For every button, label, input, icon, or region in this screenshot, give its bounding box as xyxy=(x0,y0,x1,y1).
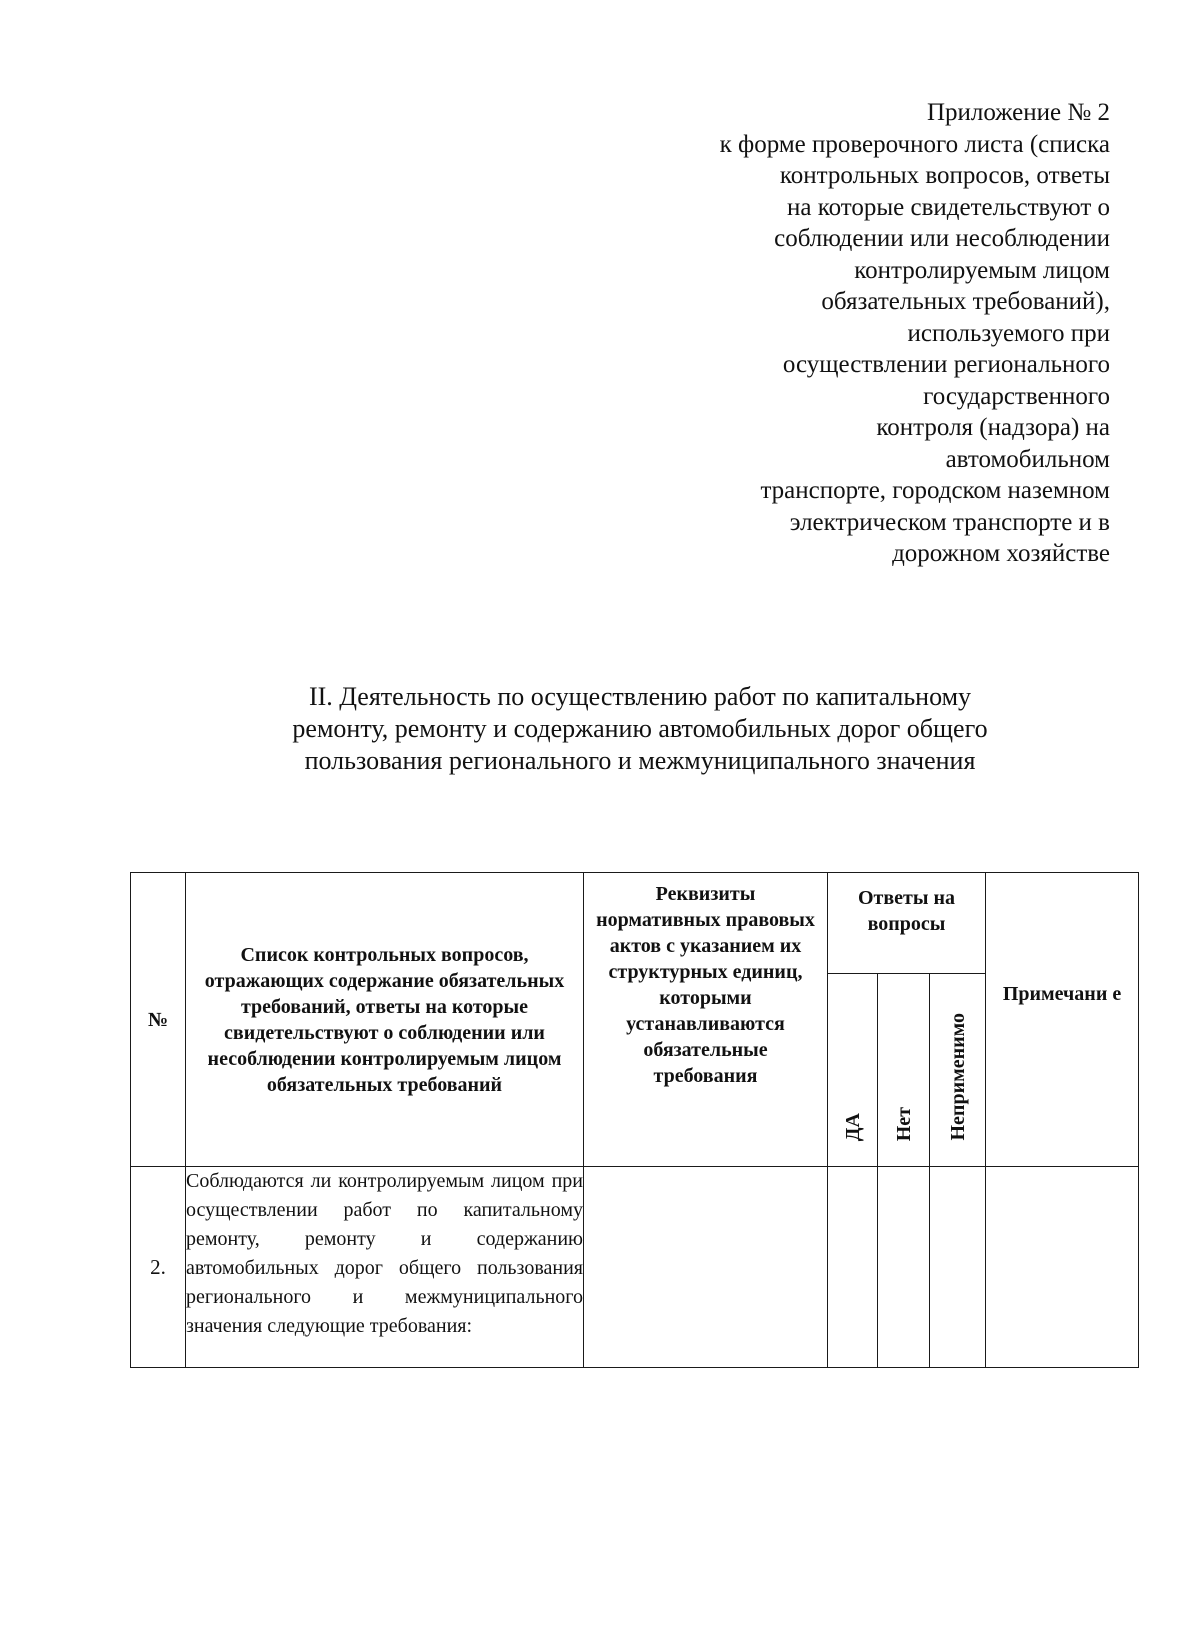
header-no: Нет xyxy=(892,1106,915,1141)
appendix-line: контрольных вопросов, ответы xyxy=(779,162,1110,189)
table-header-row xyxy=(131,873,1139,974)
appendix-line: к форме проверочного листа (списка xyxy=(719,130,1110,158)
row-requisites[interactable] xyxy=(584,1167,828,1368)
header-number: № xyxy=(131,873,186,1167)
appendix-line: государственного xyxy=(923,382,1110,410)
header-requisites: Реквизиты нормативных правовых актов с указанием их структурных единиц, которыми устанавливаются обязательные требования xyxy=(584,873,828,1167)
appendix-line: на которые свидетельствуют о xyxy=(787,193,1110,221)
row-answer-yes[interactable] xyxy=(828,1167,878,1368)
appendix-line: контролируемым лицом xyxy=(854,256,1110,284)
row-answer-no[interactable] xyxy=(878,1167,930,1368)
appendix-line: соблюдении или несоблюдении xyxy=(774,225,1110,252)
header-no-cell xyxy=(878,974,930,1167)
appendix-line: транспорте, городском наземном xyxy=(760,477,1110,504)
row-notes[interactable] xyxy=(986,1167,1139,1368)
header-not-applicable: Неприменимо xyxy=(946,1013,969,1141)
row-question: Соблюдаются ли контролируемым лицом при осуществлении работ по капитальному ремонту, ремонту и содержанию автомобильных дорог общего пользования регионального и межмуниципального значения следующие требования: xyxy=(186,1167,584,1368)
section-title-line: пользования регионального и межмуниципального значения xyxy=(304,746,976,775)
appendix-line: автомобильном xyxy=(945,445,1110,473)
section-title-line: ремонту, ремонту и содержанию автомобильных дорог общего xyxy=(292,714,988,743)
header-yes: ДА xyxy=(841,1112,864,1141)
header-answers: Ответы на вопросы xyxy=(828,873,986,974)
appendix-header xyxy=(590,97,1110,570)
appendix-line: контроля (надзора) на xyxy=(876,414,1110,441)
header-not-applicable-cell xyxy=(930,974,986,1167)
checklist-table xyxy=(130,872,1139,1368)
appendix-line: осуществлении регионального xyxy=(782,351,1110,378)
appendix-line: Приложение № 2 xyxy=(926,99,1110,126)
section-title xyxy=(250,681,1030,777)
row-answer-not-applicable[interactable] xyxy=(930,1167,986,1368)
table-row xyxy=(131,1167,1139,1368)
appendix-line: дорожном хозяйстве xyxy=(892,540,1110,567)
appendix-line: используемого при xyxy=(907,319,1110,347)
header-questions: Список контрольных вопросов, отражающих содержание обязательных требований, ответы на которые свидетельствуют о соблюдении или несоблюдении контролируемым лицом обязательных требований xyxy=(186,873,584,1167)
appendix-line: обязательных требований), xyxy=(821,288,1110,315)
row-number: 2. xyxy=(131,1167,186,1368)
header-yes-cell xyxy=(828,974,878,1167)
section-title-line: II. Деятельность по осуществлению работ по капитальному xyxy=(308,682,972,711)
appendix-line: электрическом транспорте и в xyxy=(789,508,1110,536)
header-notes: Примечани е xyxy=(986,873,1139,1167)
